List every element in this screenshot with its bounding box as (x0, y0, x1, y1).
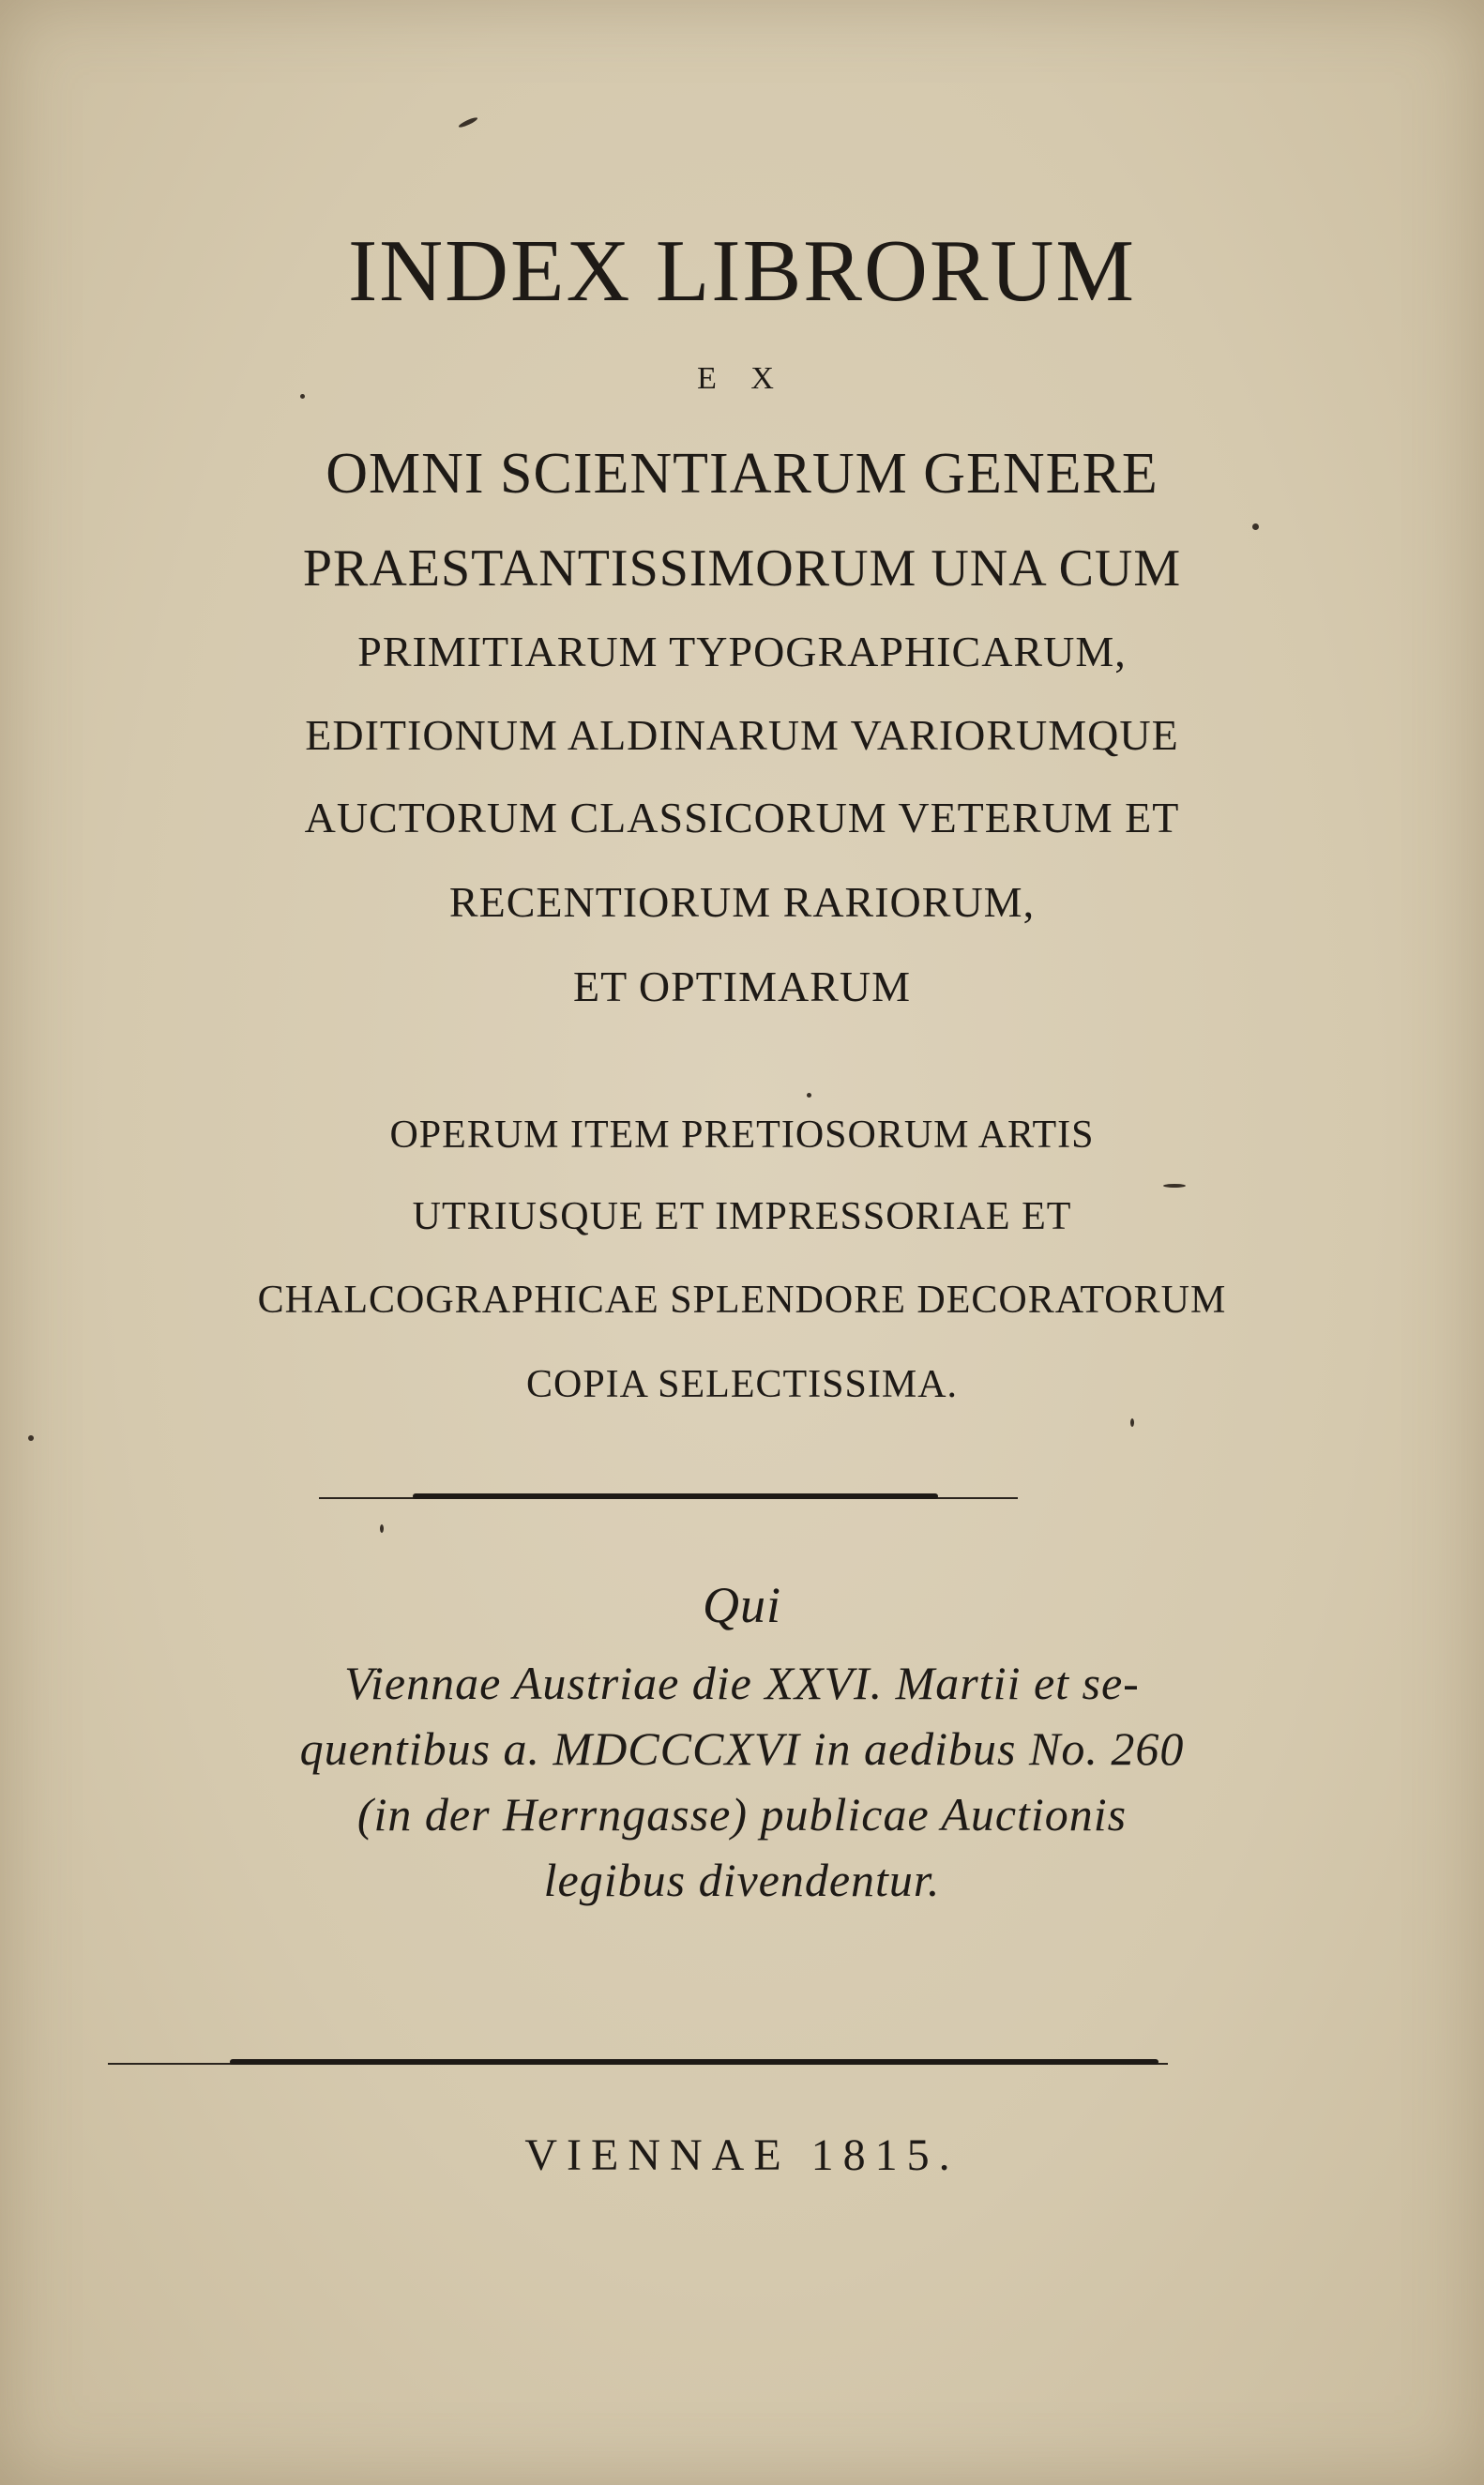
paper-speck (28, 1435, 34, 1441)
paper-speck (807, 1093, 811, 1098)
imprint: VIENNAE 1815. (524, 2130, 960, 2180)
auction-line: Qui (703, 1577, 781, 1633)
auction-line: Viennae Austriae die XXVI. Martii et se- (344, 1657, 1140, 1709)
description-line: COPIA SELECTISSIMA. (525, 1363, 959, 1406)
paper-speck (1252, 523, 1259, 530)
subtitle-line: EDITIONUM ALDINARUM VARIORUMQUE (305, 711, 1179, 759)
auction-line: quentibus a. MDCCCXVI in aedibus No. 260 (299, 1722, 1185, 1775)
auction-line: legibus divendentur. (543, 1854, 941, 1906)
subtitle-line: PRIMITIARUM TYPOGRAPHICARUM, (357, 628, 1127, 675)
paper-speck (1130, 1418, 1134, 1427)
subtitle-line: PRAESTANTISSIMORUM UNA CUM (302, 539, 1182, 598)
paper-speck (458, 116, 478, 129)
divider-rule (413, 1493, 938, 1499)
auction-line: (in der Herrngasse) publicae Auctionis (356, 1788, 1128, 1841)
paper-speck (1163, 1184, 1186, 1188)
description-line: OPERUM ITEM PRETIOSORUM ARTIS (389, 1114, 1095, 1157)
description-line: UTRIUSQUE ET IMPRESSORIAE ET (412, 1195, 1072, 1238)
subtitle-line: AUCTORUM CLASSICORUM VETERUM ET (304, 794, 1180, 841)
paper-speck (380, 1524, 384, 1533)
divider-rule (230, 2059, 1158, 2065)
subtitle-line: OMNI SCIENTIARUM GENERE (326, 442, 1158, 506)
title-connector: E X (697, 361, 787, 396)
subtitle-line: ET OPTIMARUM (572, 962, 911, 1010)
page-title: INDEX LIBRORUM (347, 222, 1137, 320)
description-line: CHALCOGRAPHICAE SPLENDORE DECORATORUM (257, 1279, 1227, 1322)
subtitle-line: RECENTIORUM RARIORUM, (448, 878, 1036, 926)
